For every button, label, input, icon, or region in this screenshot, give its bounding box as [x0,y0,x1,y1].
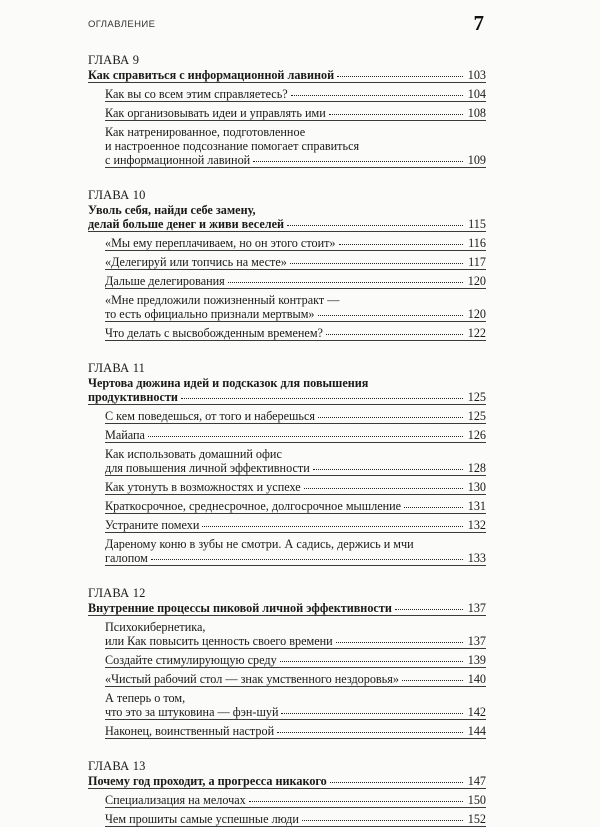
chapter-label: ГЛАВА 13 [88,759,146,773]
section-entry[interactable] [105,106,486,121]
entry-title-line: Психокибернетика, [105,620,206,634]
dot-leader [318,407,463,418]
entry-title-line: продуктивности [88,390,178,404]
section-entry[interactable] [105,537,486,566]
dot-leader [318,305,463,316]
entry-page-number: 109 [467,153,486,167]
entry-title-line: Майапа [105,428,145,442]
dot-leader [329,104,463,115]
entry-title-line: Как вы со всем этим справляетесь? [105,87,288,101]
page-number: 7 [473,11,484,35]
entry-page-number: 147 [467,774,486,788]
dot-leader [402,670,463,681]
section-entry[interactable] [105,274,486,289]
dot-leader [281,703,463,714]
chapter-label: ГЛАВА 12 [88,586,146,600]
entry-title-line: Устраните помехи [105,518,200,532]
section-entry[interactable] [105,255,486,270]
entry-page-number: 142 [467,705,486,719]
chapter-title-entry[interactable] [88,203,486,232]
section-entry[interactable] [105,620,486,649]
entry-title-line: «Мне предложили пожизненный контракт — [105,293,340,307]
dot-leader [181,388,463,399]
entry-page-number: 126 [467,428,486,442]
entry-page-number: 139 [467,653,486,667]
section-entry[interactable] [105,691,486,720]
entry-page-number: 137 [467,601,486,615]
entry-page-number: 115 [468,217,486,231]
entry-title-line: делай больше денег и живи веселей [88,217,285,231]
dot-leader [228,272,463,283]
entry-title-line: Как натренированное, подготовленное [105,125,306,139]
section-entry[interactable] [105,428,486,443]
dot-leader [202,516,463,527]
entry-title-line: Чертова дюжина идей и подсказок для повышения [88,376,369,390]
entry-title-line: галопом [105,551,148,565]
entry-title-line: или Как повысить ценность своего времени [105,634,333,648]
entry-title-line: Внутренние процессы пиковой личной эффективности [88,601,392,615]
entry-title-line: Наконец, воинственный настрой [105,724,275,738]
dot-leader [291,85,463,96]
entry-page-number: 137 [467,634,486,648]
chapter-title-entry[interactable] [88,68,486,83]
running-title: ОГЛАВЛЕНИЕ [88,19,156,30]
dot-leader [277,722,463,733]
chapter-title-entry[interactable] [88,376,486,405]
dot-leader [280,651,463,662]
entry-title-line: Как использовать домашний офис [105,447,282,461]
chapter-title-entry[interactable] [88,601,486,616]
entry-title-line: Почему год проходит, а прогресса никакого [88,774,327,788]
entry-page-number: 140 [467,672,486,686]
dot-leader [330,772,463,783]
section-entry[interactable] [105,793,486,808]
entry-title-line: «Чистый рабочий стол — знак умственного нездоровья» [105,672,399,686]
entry-page-number: 150 [467,793,486,807]
entry-page-number: 125 [467,409,486,423]
entry-title-line: А теперь о том, [105,691,186,705]
section-entry[interactable] [105,518,486,533]
section-entry[interactable] [105,812,486,827]
entry-page-number: 117 [468,255,486,269]
entry-page-number: 152 [467,812,486,826]
dot-leader [290,253,463,264]
entry-title-line: Что делать с высвобожденным временем? [105,326,323,340]
entry-title-line: что это за штуковина — фэн-шуй [105,705,279,719]
dot-leader [313,459,463,470]
dot-leader [302,810,463,821]
entry-page-number: 120 [467,307,486,321]
section-entry[interactable] [105,653,486,668]
entry-title-line: «Мы ему переплачиваем, но он этого стоит» [105,236,336,250]
section-entry[interactable] [105,499,486,514]
entry-page-number: 132 [467,518,486,532]
entry-title-line: Дальше делегирования [105,274,225,288]
section-entry[interactable] [105,480,486,495]
entry-title-line: то есть официально признали мертвым» [105,307,315,321]
entry-title-line: с информационной лавиной [105,153,251,167]
section-entry[interactable] [105,409,486,424]
entry-page-number: 116 [468,236,486,250]
section-entry[interactable] [105,326,486,341]
dot-leader [304,478,463,489]
chapter-label: ГЛАВА 9 [88,53,140,67]
dot-leader [404,497,463,508]
entry-title-line: Дареному коню в зубы не смотри. А садись, держись и мчи [105,537,414,551]
entry-page-number: 120 [467,274,486,288]
entry-title-line: Создайте стимулирующую среду [105,653,277,667]
dot-leader [395,599,463,610]
entry-title-line: Как организовывать идеи и управлять ими [105,106,326,120]
entry-title-line: Как утонуть в возможностях и успехе [105,480,301,494]
entry-title-line: Уволь себя, найди себе замену, [88,203,256,217]
section-entry[interactable] [105,447,486,476]
section-entry[interactable] [105,724,486,739]
entry-page-number: 131 [467,499,486,513]
chapter-title-entry[interactable] [88,774,486,789]
entry-page-number: 104 [467,87,486,101]
dot-leader [287,215,463,226]
entry-title-line: и настроенное подсознание помогает справиться [105,139,360,153]
entry-page-number: 122 [467,326,486,340]
entry-title-line: С кем поведешься, от того и наберешься [105,409,315,423]
entry-title-line: Краткосрочное, среднесрочное, долгосрочное мышление [105,499,402,513]
entry-page-number: 128 [467,461,486,475]
entry-title-line: Как справиться с информационной лавиной [88,68,335,82]
entry-page-number: 144 [467,724,486,738]
dot-leader [339,234,463,245]
entry-page-number: 130 [467,480,486,494]
dot-leader [253,151,463,162]
chapter-label: ГЛАВА 11 [88,361,146,375]
entry-page-number: 133 [467,551,486,565]
dot-leader [151,549,463,560]
entry-title-line: Чем прошиты самые успешные люди [105,812,299,826]
entry-title-line: «Делегируй или топчись на месте» [105,255,287,269]
chapter-label: ГЛАВА 10 [88,188,146,202]
dot-leader [326,324,463,335]
section-entry[interactable] [105,236,486,251]
entry-page-number: 108 [467,106,486,120]
dot-leader [336,632,463,643]
entry-title-line: для повышения личной эффективности [105,461,310,475]
entry-page-number: 125 [467,390,486,404]
section-entry[interactable] [105,87,486,102]
dot-leader [148,426,463,437]
entry-title-line: Специализация на мелочах [105,793,246,807]
section-entry[interactable] [105,672,486,687]
section-entry[interactable] [105,293,486,322]
entry-page-number: 103 [467,68,486,82]
section-entry[interactable] [105,125,486,168]
dot-leader [249,791,463,802]
dot-leader [337,66,463,77]
